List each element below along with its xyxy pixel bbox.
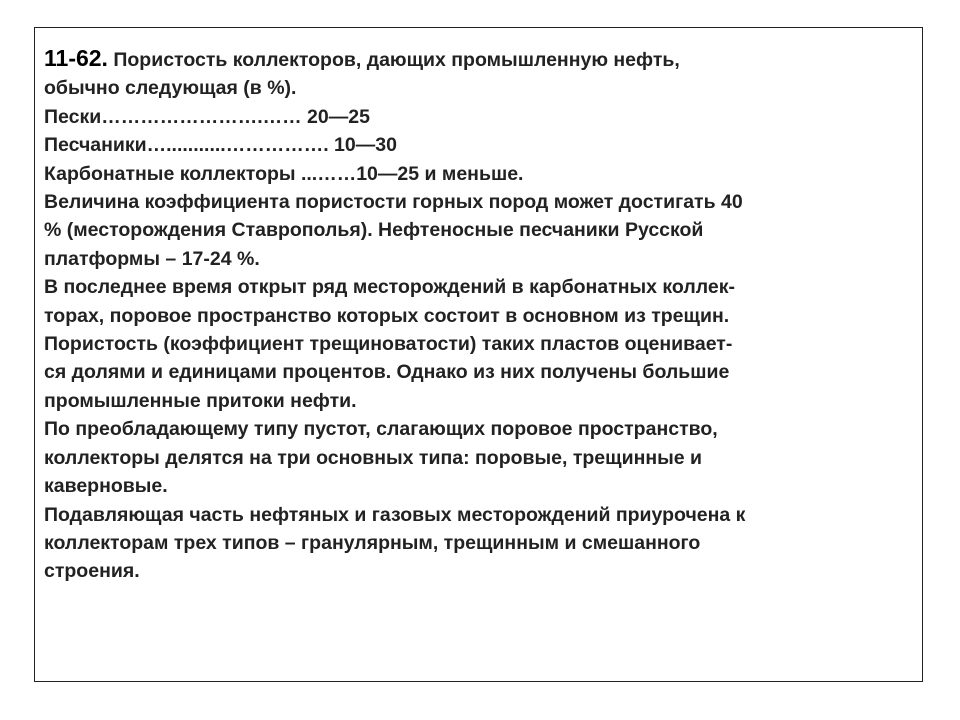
text-line: ся долями и единицами процентов. Однако из них получены большие: [44, 361, 730, 384]
text-line: Величина коэффициента пористости горных пород может достигать 40: [44, 191, 743, 214]
title-line: [44, 44, 912, 74]
text-line: обычно следующая (в %).: [44, 77, 297, 100]
text-line: В последнее время открыт ряд месторождений в карбонатных коллек-: [44, 276, 735, 299]
text-line: коллекторам трех типов – гранулярным, трещинным и смешанного: [44, 531, 701, 554]
section-number: 11-62.: [44, 45, 108, 71]
title-text: Пористость коллекторов, дающих промышленную нефть,: [107, 49, 680, 71]
text-line: Пористость (коэффициент трещиноватости) таких пластов оценивает-: [44, 333, 733, 356]
text-line: коллекторы делятся на три основных типа: поровые, трещинные и: [44, 446, 703, 469]
text-line: Пески…………………….…… 20—25: [44, 105, 370, 128]
slide-text: [44, 44, 912, 586]
text-line: промышленные притоки нефти.: [44, 389, 357, 412]
text-line: каверновые.: [44, 475, 168, 498]
text-line: Подавляющая часть нефтяных и газовых месторождений приурочена к: [44, 503, 746, 526]
text-line: торах, поровое пространство которых состоит в основном из трещин.: [44, 304, 730, 327]
text-line: платформы – 17-24 %.: [44, 247, 260, 270]
text-line: % (месторождения Ставрополья). Нефтеносные песчаники Русской: [44, 219, 704, 242]
text-line: строения.: [44, 560, 140, 583]
text-line: Песчаники…...........……………. 10—30: [44, 134, 397, 157]
text-line: По преобладающему типу пустот, слагающих поровое пространство,: [44, 418, 718, 441]
slide-frame: [34, 27, 923, 682]
text-line: Карбонатные коллекторы ...……10—25 и меньше.: [44, 162, 524, 185]
